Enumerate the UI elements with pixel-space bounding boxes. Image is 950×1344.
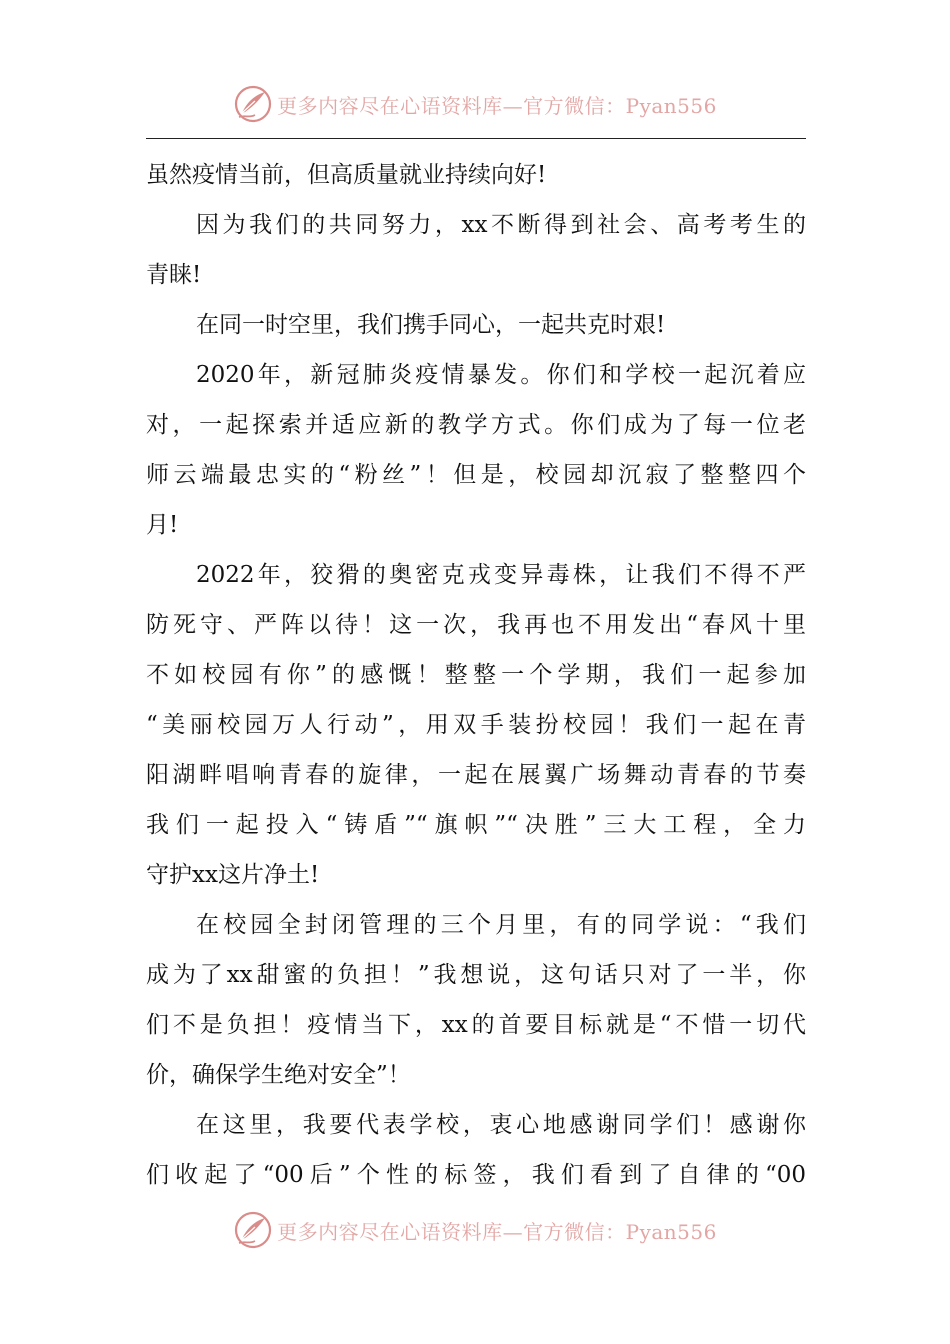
text-line: 在校园全封闭管理的三个月里，有的同学说：“我们: [196, 912, 806, 938]
text-line: 对，一起探索并适应新的教学方式。你们成为了每一位老: [146, 412, 806, 438]
body-text: [146, 150, 806, 1200]
text-line: 月!: [146, 512, 179, 538]
header-watermark-text: 更多内容尽在心语资料库—官方微信：Pyan556: [277, 93, 717, 118]
text-line: 价，确保学生绝对安全”！: [146, 1062, 411, 1088]
text-line: 们收起了“00后”个性的标签，我们看到了自律的“00: [146, 1162, 806, 1188]
text-line: 2022年，狡猾的奥密克戎变异毒株，让我们不得不严: [196, 562, 806, 588]
quill-pen-icon: [233, 84, 273, 124]
text-line: 成为了xx甜蜜的负担！”我想说，这句话只对了一半，你: [146, 962, 806, 988]
text-line: 不如校园有你”的感慨！整整一个学期，我们一起参加: [146, 662, 806, 688]
text-line: “美丽校园万人行动”，用双手装扮校园！我们一起在青: [146, 712, 806, 738]
text-line: 青睐!: [146, 262, 202, 288]
text-line: 防死守、严阵以待！这一次，我再也不用发出“春风十里: [146, 612, 806, 638]
quill-pen-icon: [233, 1210, 273, 1250]
text-line: 我们一起投入“铸盾”“旗帜”“决胜”三大工程，全力: [146, 812, 806, 838]
text-line: 们不是负担！疫情当下，xx的首要目标就是“不惜一切代: [146, 1012, 806, 1038]
text-line: 在同一时空里，我们携手同心，一起共克时艰!: [196, 312, 666, 338]
header-divider: [146, 138, 806, 139]
text-line: 师云端最忠实的“粉丝”！但是，校园却沉寂了整整四个: [146, 462, 806, 488]
footer-watermark: [0, 1208, 950, 1252]
text-line: 虽然疫情当前，但高质量就业持续向好!: [146, 162, 547, 188]
footer-watermark-text: 更多内容尽在心语资料库—官方微信：Pyan556: [277, 1219, 717, 1244]
text-line: 2020年，新冠肺炎疫情暴发。你们和学校一起沉着应: [196, 362, 806, 388]
text-line: 阳湖畔唱响青春的旋律，一起在展翼广场舞动青春的节奏: [146, 762, 806, 788]
text-line: 守护xx这片净土!: [146, 862, 320, 888]
text-line: 因为我们的共同努力，xx不断得到社会、高考考生的: [196, 212, 806, 238]
text-line: 在这里，我要代表学校，衷心地感谢同学们！感谢你: [196, 1112, 806, 1138]
header-watermark: [0, 82, 950, 126]
